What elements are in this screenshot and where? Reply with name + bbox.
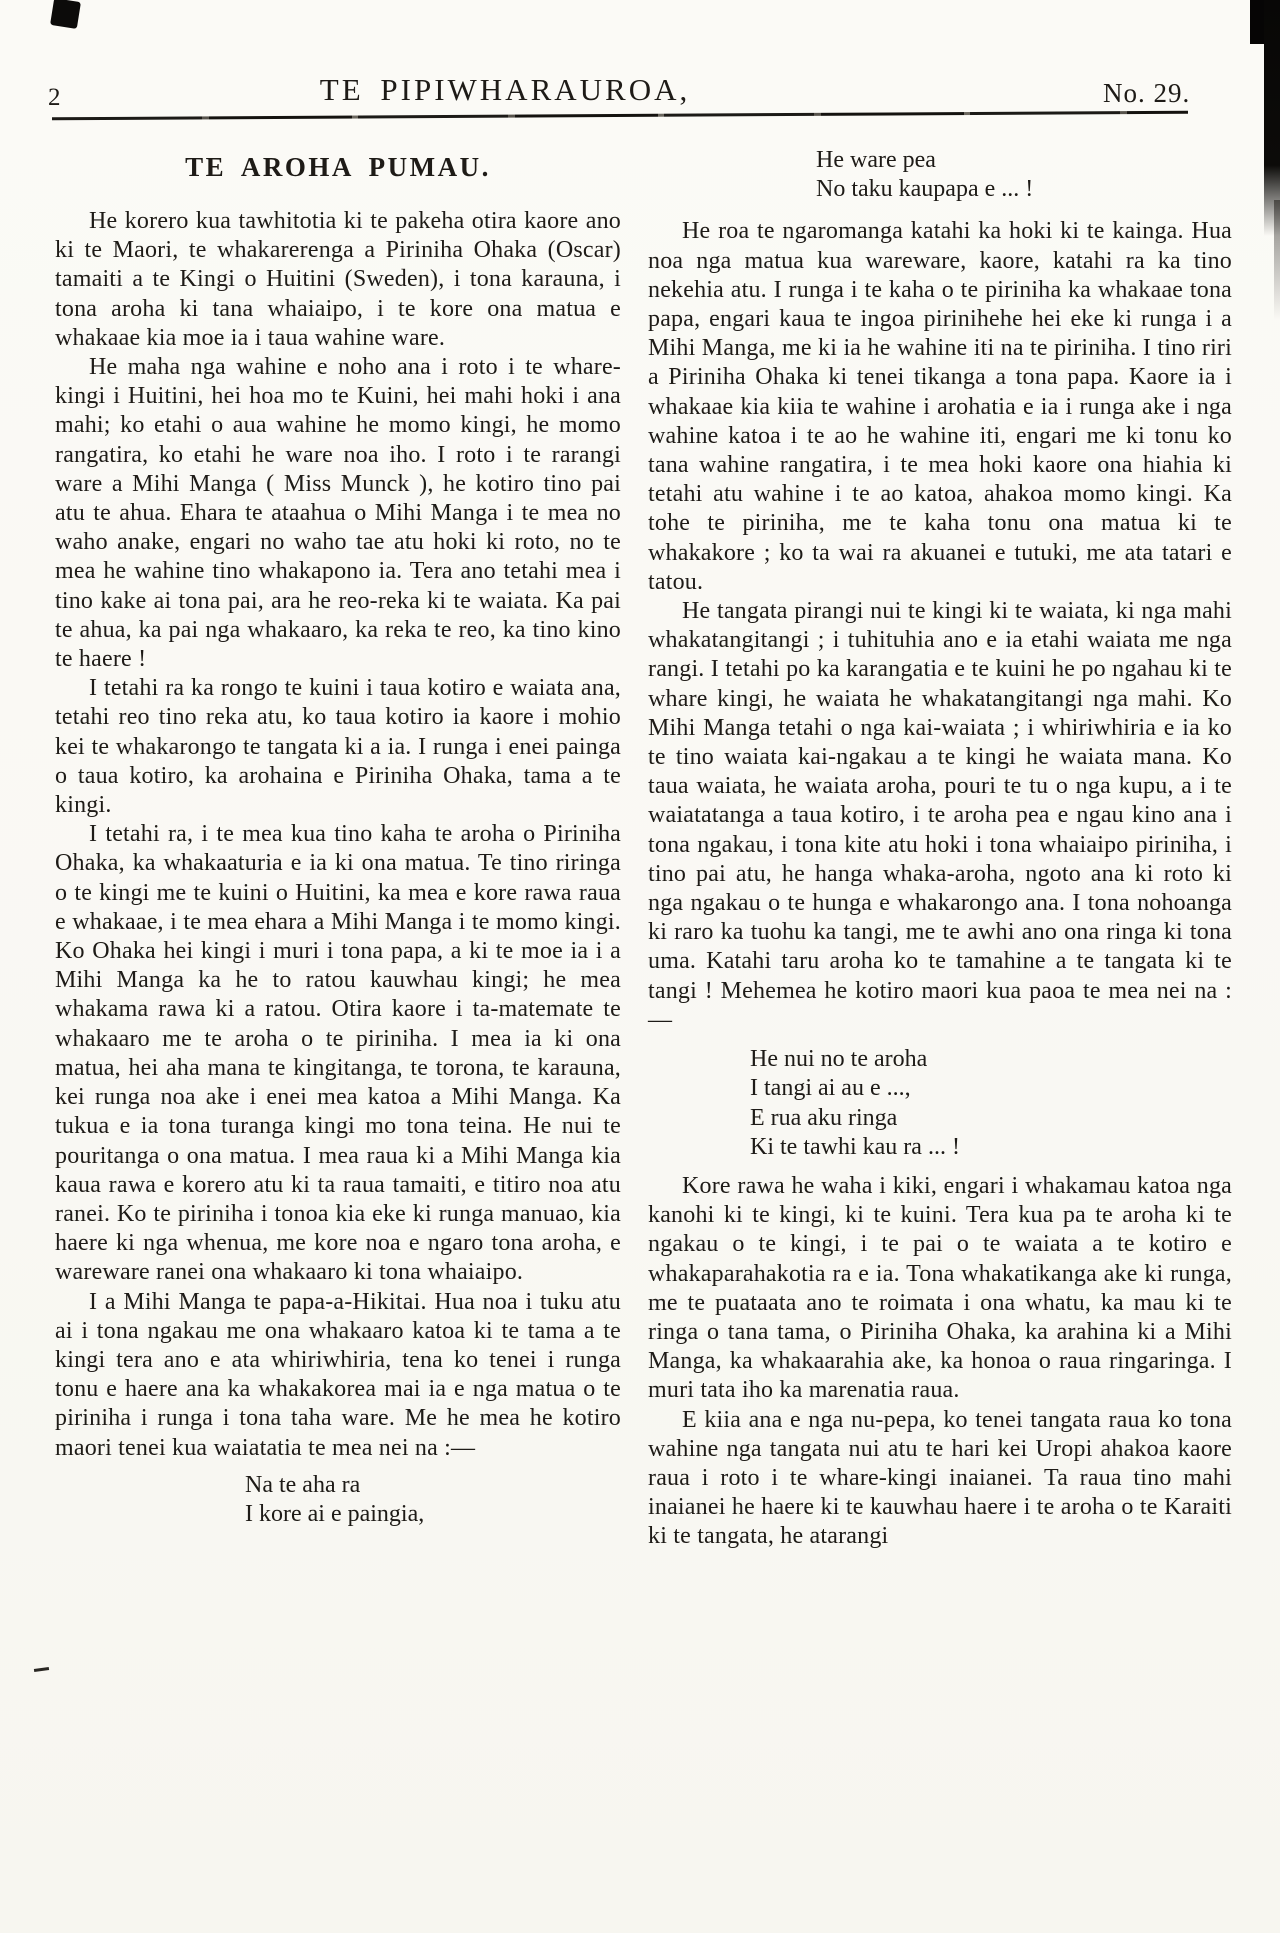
article-title: TE AROHA PUMAU. xyxy=(185,152,491,182)
verse-line: Ki te tawhi kau ra ... ! xyxy=(750,1133,960,1160)
verse-line: I tangi ai au e ..., xyxy=(750,1075,911,1102)
paragraph: Kore rawa he waha i kiki, engari i whakamau katoa nga kanohi ki te kingi, ki te kuini. Tera kua pa te aroha ki te ngakau o te kingi, i te pai o te waiata a te kotiro e whakaparahakotia ra e ia. Tona whakatikanga ake ki runga, me te puataata ano te roimata i ona whatu, ka mau ki te ringa o tana tama, o Piriniha Ohaka, ka arahina ki a Mihi Manga, ka whakaarahia ake, ka honoa o raua ringaringa. I muri tata iho ka marenatia raua. xyxy=(648,1172,1232,1404)
paragraph: He tangata pirangi nui te kingi ki te waiata, ki nga mahi whakatangitangi ; i tuhituhia ano e ia etahi waiata me nga rangi. I tetahi po ka karangatia e te kuini he po ngahau ki te whare kingi, he waiata he whakatangitangi nga mahi. Ko Mihi Manga tetahi o nga kai-waiata ; i whiriwhiria e ia ko te tino waiata kai-ngakau a te kingi he waiata mana. Ko taua waiata, he waiata aroha, pouri te tu o nga kupu, a i te waiatatanga a taua kotiro, i te aroha pea e ngau kino ana i tona ngakau, i tona kite atu hoki i tona whaiaipo piriniha, i tino pai atu, he hanga whaka-aroha, ngoto ana ki roto ki nga ngakau o te hunga e whakarongo ana. I tona nohoanga ki raro ka tuohu ka tangi, me te awhi ano ona ringa ki tona uma. Katahi taru aroha ko te tamahine a te tangata ki te tangi ! Mehemea he kotiro maori kua paoa te mea nei na :— xyxy=(648,598,1232,1033)
issue-number: No. 29. xyxy=(1103,78,1191,108)
scan-artifact-top-left-blob xyxy=(50,0,81,29)
paragraph: I tetahi ra ka rongo te kuini i taua kotiro e waiata ana, tetahi reo tino reka atu, ko taua kotiro ia kaore i mohio kei te whakarongo te tangata ki a ia. I runga i enei painga o taua kotiro, ka arohaina e Piriniha Ohaka, tama a te kingi. xyxy=(55,675,621,819)
verse-block xyxy=(245,1471,621,1529)
verse-line: I kore ai e paingia, xyxy=(245,1500,425,1527)
verse-block xyxy=(816,146,1232,204)
left-column xyxy=(55,152,621,1529)
paragraph: I a Mihi Manga te papa-a-Hikitai. Hua noa i tuku atu ai i tona ngakau me ona whakaaro katoa ki te tama a te kingi tera ano e ata whiriwhiria, tena ko tenei i runga tonu e haere ana ka whakakorea mai ia e nga matua o te piriniha i runga i tona taha ware. Me he mea he kotiro maori tenei kua waiatatia te mea nei na :— xyxy=(55,1288,621,1461)
verse-line: E rua aku ringa xyxy=(750,1104,898,1131)
paragraph: I tetahi ra, i te mea kua tino kaha te aroha o Piriniha Ohaka, ka whakaaturia e ia ki ona matua. Te tino riringa o te kingi me te kuini o Huitini, ka mea e kore rawa raua e whakaae, i te mea ehara a Mihi Manga i te momo kingi. Ko Ohaka hei kingi i muri i tona papa, a ki te moe ia i a Mihi Manga ka he to ratou kauwhau kingi; he mea whakama rawa ki a ratou. Otira kaore i ta-matemate te whakaaro me te aroha o te piriniha. I mea ia ki ona matua, hei aha mana te kingitanga, te torona, te karauna, kei runga noa ake i enei mea katoa a Mihi Manga. Ka tukua e ia tona turanga kingi mo tona teina. He nui te pouritanga o ona matua. I mea raua ki a Mihi Manga kia kaua rawa e korero atu ki ta raua tamaiti, e titiro noa atu ranei. Ko te piriniha i tonoa kia eke ki runga manuao, kia haere ki nga whenua, me kore noa e ngaro tona aroha, e wareware ranei ona whakaaro ki tona whaiaipo. xyxy=(55,821,621,1286)
paragraph: He maha nga wahine e noho ana i roto i te whare-kingi i Huitini, hei hoa mo te Kuini, hei mahi hoki i ana mahi; ko etahi o aua wahine he momo kingi, he momo rangatira, ko etahi he ware noa iho. I roto i te rarangi ware a Mihi Manga ( Miss Munck ), he kotiro tino pai atu te ahua. Ehara te ataahua o Mihi Manga i te mea no waho anake, engari no waho tae atu hoki ki roto, no te mea he wahine tino whakapono ia. Tera ano tetahi mea i tino kake ai tona pai, ara he reo-reka ki te waiata. Ka pai te ahua, ka pai nga whakaaro, ka reka te reo, ka tino kino te haere ! xyxy=(55,354,621,673)
verse-line: He nui no te aroha xyxy=(750,1046,928,1073)
verse-line: Na te aha ra xyxy=(245,1471,361,1498)
page-number: 2 xyxy=(48,84,62,111)
scan-artifact-margin-dash xyxy=(34,1667,49,1672)
scan-artifact-right-edge-bar xyxy=(1250,0,1280,44)
paragraph: E kiia ana e nga nu-pepa, ko tenei tangata raua ko tona wahine nga tangata nui atu te hari kei Uropi ahakoa kaore raua i roto i te whare-kingi inaianei. Ta raua tino mahi inaianei he haere ki te kauwhau haere i te aroha o te Karaiti ki te tangata, he atarangi xyxy=(648,1406,1232,1550)
paragraph: He roa te ngaromanga katahi ka hoki ki te kainga. Hua noa nga matua kua wareware, kaore, katahi ra ka tino nekehia atu. I runga i te kaha o te piriniha ka whakaae tona papa, engari kaua te ingoa pirinihehe hei eke ki runga i a Mihi Manga, me ki ia he wahine iti na te piriniha. I tino riri a Piriniha Ohaka ki tenei tikanga a tona papa. Kaore ia i whakaae kia kiia te wahine i arohatia e ia i runga ake i nga wahine katoa i te ao he wahine iti, engari me ki tonu ko tana wahine rangatira, i te mea hoki kaore ona hiahia ki tetahi atu wahine i te ao katoa, ahakoa momo kingi. Ka tohe te piriniha, me te kaha tonu ona matua ki te whakakore ; ko ta wai ra akuanei e tutuki, me ata tatari e tatou. xyxy=(648,218,1232,595)
header-rule xyxy=(52,111,1188,121)
scan-artifact-right-edge-fade xyxy=(1274,200,1280,320)
right-column xyxy=(648,146,1232,1552)
paragraph: He korero kua tawhitotia ki te pakeha otira kaore ano ki te Maori, te whakarerenga a Piriniha Ohaka (Oscar) tamaiti a te Kingi o Huitini (Sweden), i tona karauna, i tona aroha ki tana whaiaipo, i te kore ona matua e whakaae kia moe ia i taua wahine ware. xyxy=(55,208,621,351)
verse-line: No taku kaupapa e ... ! xyxy=(816,176,1034,203)
masthead-title: TE PIPIWHARAUROA, xyxy=(319,72,691,107)
scan-artifact-right-edge-bar xyxy=(1264,0,1280,236)
verse-block xyxy=(750,1045,1232,1162)
verse-line: He ware pea xyxy=(816,147,936,173)
